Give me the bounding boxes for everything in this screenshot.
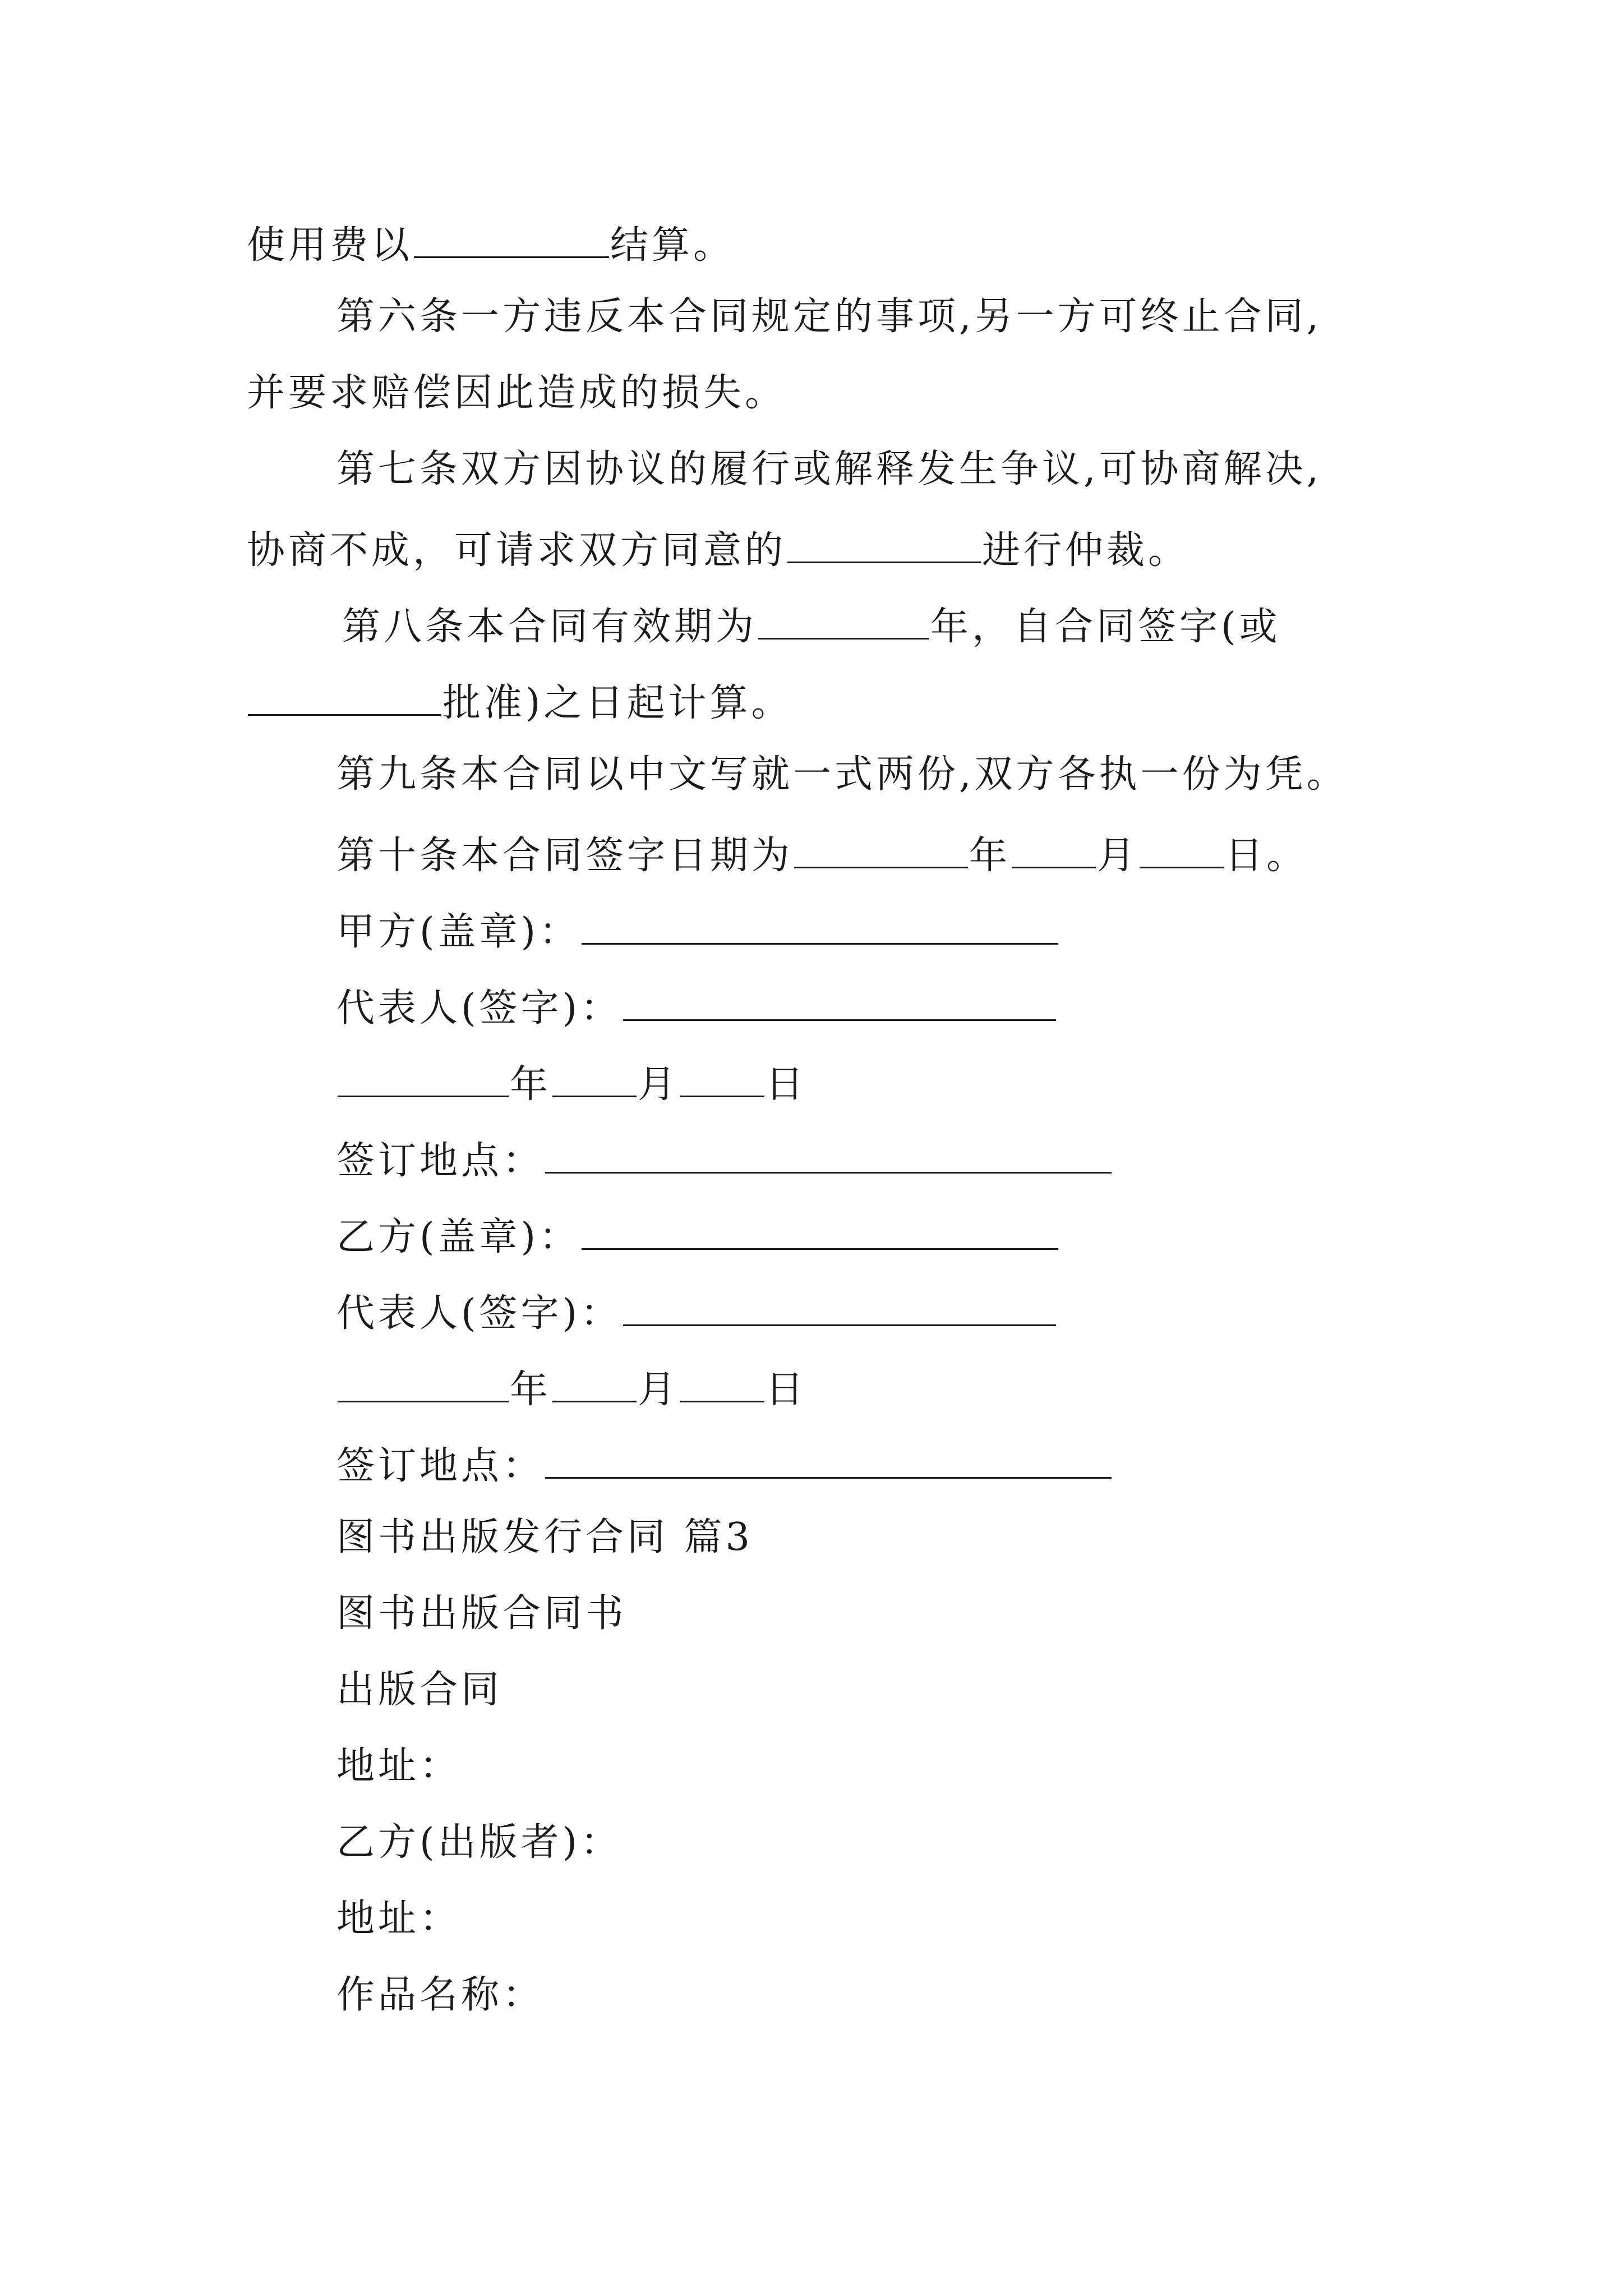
text-line bbox=[247, 371, 787, 415]
text-line bbox=[336, 1442, 1113, 1488]
line-text: 地址： bbox=[336, 1897, 462, 1941]
text-line bbox=[336, 1137, 1113, 1183]
text-line bbox=[336, 832, 1308, 878]
text-line bbox=[336, 1668, 503, 1712]
fill-blank bbox=[623, 1290, 1056, 1326]
fill-blank bbox=[552, 1061, 637, 1097]
line-text: 第六条一方违反本合同规定的事项,另一方可终止合同, bbox=[336, 295, 1322, 339]
line-text: 签订地点： bbox=[336, 1139, 545, 1183]
text-line bbox=[247, 527, 1190, 573]
fill-blank bbox=[414, 222, 609, 258]
line-text: 批准)之日起计算。 bbox=[442, 681, 793, 725]
fill-blank bbox=[1012, 832, 1096, 868]
section-heading bbox=[336, 1515, 753, 1559]
line-text: 第八条本合同有效期为 bbox=[342, 605, 758, 649]
fill-blank bbox=[338, 1366, 509, 1402]
line-text: 甲方(盖章)： bbox=[336, 910, 581, 954]
line-text: 地址： bbox=[336, 1744, 462, 1788]
line-text: 月 bbox=[638, 1062, 680, 1107]
line-text: 结算。 bbox=[610, 223, 735, 268]
text-line bbox=[336, 1290, 1057, 1336]
text-line bbox=[342, 603, 1281, 649]
line-text: 图书出版发行合同 篇3 bbox=[336, 1515, 753, 1559]
fill-blank bbox=[1140, 832, 1224, 868]
line-text: 月 bbox=[1097, 834, 1139, 878]
line-text: 代表人(签字)： bbox=[336, 986, 623, 1030]
line-text: 协商不成，可请求双方同意的 bbox=[247, 528, 787, 573]
line-text: 第七条双方因协议的履行或解释发生争议,可协商解决, bbox=[336, 447, 1322, 491]
line-text: 年 bbox=[969, 834, 1011, 878]
line-text: 作品名称： bbox=[336, 1973, 545, 2017]
line-text: 日 bbox=[766, 1062, 808, 1107]
line-text: 年，自合同签字(或 bbox=[930, 605, 1281, 649]
line-text: 月 bbox=[638, 1368, 680, 1412]
fill-blank bbox=[248, 679, 441, 716]
text-line bbox=[336, 1744, 462, 1788]
fill-blank bbox=[680, 1366, 764, 1402]
fill-blank bbox=[582, 908, 1058, 945]
text-line bbox=[336, 1820, 623, 1865]
text-line bbox=[336, 1973, 545, 2017]
fill-blank bbox=[787, 527, 981, 563]
fill-blank bbox=[582, 1213, 1058, 1250]
line-text: 日 bbox=[766, 1368, 808, 1412]
line-text: 乙方(盖章)： bbox=[336, 1215, 581, 1259]
line-text: 第九条本合同以中文写就一式两份,双方各执一份为凭。 bbox=[336, 752, 1348, 797]
line-text: 年 bbox=[510, 1062, 552, 1107]
text-line bbox=[336, 984, 1057, 1028]
fill-blank bbox=[545, 1137, 1112, 1174]
fill-blank bbox=[758, 603, 929, 639]
text-line bbox=[336, 1366, 808, 1412]
text-line bbox=[336, 295, 1322, 339]
line-text: 进行仲裁。 bbox=[982, 528, 1190, 573]
fill-blank bbox=[623, 984, 1056, 1021]
text-line bbox=[247, 222, 735, 268]
text-line bbox=[336, 1591, 628, 1636]
text-line bbox=[336, 1213, 1059, 1257]
line-text: 日。 bbox=[1225, 834, 1308, 878]
fill-blank bbox=[552, 1366, 637, 1402]
line-text: 乙方(出版者)： bbox=[336, 1820, 623, 1865]
line-text: 使用费以 bbox=[247, 223, 413, 268]
text-line bbox=[247, 679, 793, 723]
text-line bbox=[336, 752, 1348, 797]
line-text: 代表人(签字)： bbox=[336, 1291, 623, 1336]
line-text: 并要求赔偿因此造成的损失。 bbox=[247, 371, 787, 415]
line-text: 图书出版合同书 bbox=[336, 1591, 628, 1636]
line-text: 出版合同 bbox=[336, 1668, 503, 1712]
fill-blank bbox=[794, 832, 968, 868]
line-text: 签订地点： bbox=[336, 1444, 545, 1488]
text-line bbox=[336, 447, 1322, 491]
text-line bbox=[336, 908, 1059, 954]
line-text: 第十条本合同签字日期为 bbox=[336, 834, 794, 878]
text-line bbox=[336, 1897, 462, 1941]
fill-blank bbox=[680, 1061, 764, 1097]
fill-blank bbox=[545, 1442, 1112, 1479]
fill-blank bbox=[338, 1061, 509, 1097]
line-text: 年 bbox=[510, 1368, 552, 1412]
text-line bbox=[336, 1061, 808, 1107]
